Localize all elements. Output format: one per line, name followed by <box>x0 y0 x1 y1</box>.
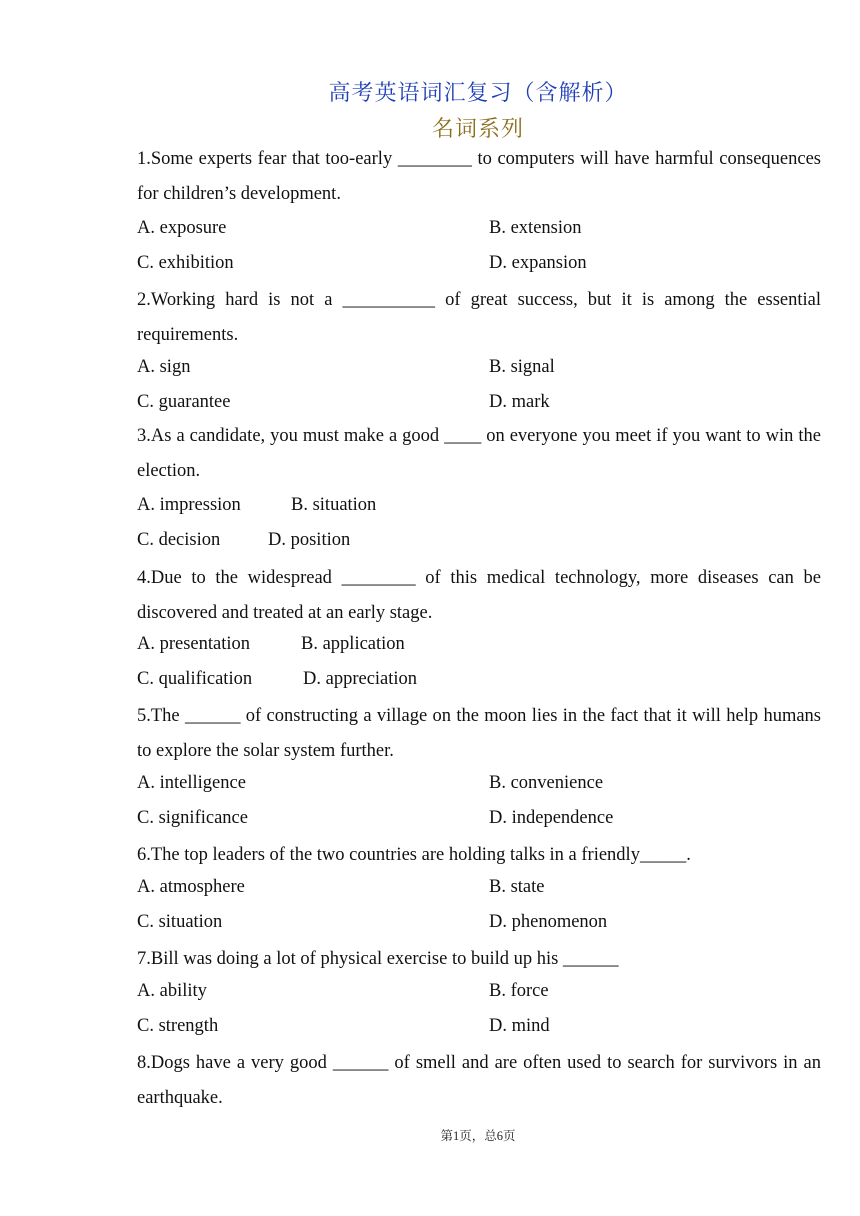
question-3-option-d: D. position <box>268 530 351 550</box>
question-1-option-d: D. expansion <box>489 253 587 273</box>
question-5-stem: 5.The ______ of constructing a village on the moon lies in the fact that it will help humans to explore the solar system further. <box>137 706 821 761</box>
question-6-stem: 6.The top leaders of the two countries are holding talks in a friendly_____. <box>137 845 691 865</box>
question-6-option-c: C. situation <box>137 912 223 932</box>
question-3-option-a: A. impression <box>137 495 241 515</box>
question-7-option-d: D. mind <box>489 1016 550 1036</box>
question-7-stem: 7.Bill was doing a lot of physical exercise to build up his ______ <box>137 949 619 969</box>
document-title: 高考英语词汇复习（含解析） <box>328 80 628 105</box>
question-1-option-b: B. extension <box>489 218 582 238</box>
question-1-option-c: C. exhibition <box>137 253 234 273</box>
question-6-option-a: A. atmosphere <box>137 877 245 897</box>
question-8-stem: 8.Dogs have a very good ______ of smell and are often used to search for survivors in an earthquake. <box>137 1053 821 1108</box>
question-4-option-d: D. appreciation <box>303 669 418 689</box>
question-2-option-d: D. mark <box>489 392 550 412</box>
question-2-option-b: B. signal <box>489 357 555 377</box>
question-5-option-b: B. convenience <box>489 773 604 793</box>
question-4-option-c: C. qualification <box>137 669 253 689</box>
question-5-option-d: D. independence <box>489 808 614 828</box>
question-7-option-c: C. strength <box>137 1016 219 1036</box>
document-subtitle: 名词系列 <box>431 116 524 141</box>
question-3-option-c: C. decision <box>137 530 221 550</box>
question-3-stem: 3.As a candidate, you must make a good ____ on everyone you meet if you want to win the election. <box>137 426 821 481</box>
question-4-stem: 4.Due to the widespread ________ of this medical technology, more diseases can be discovered and treated at an early stage. <box>137 568 821 623</box>
question-2-option-a: A. sign <box>137 357 191 377</box>
question-7-option-a: A. ability <box>137 981 207 1001</box>
question-6-option-d: D. phenomenon <box>489 912 608 932</box>
question-4-option-b: B. application <box>301 634 405 654</box>
page-footer: 第1页，总6页 <box>440 1129 516 1143</box>
question-6-option-b: B. state <box>489 877 545 897</box>
question-1-stem: 1.Some experts fear that too-early ________ to computers will have harmful consequences for children’s development. <box>137 149 821 204</box>
question-2-option-c: C. guarantee <box>137 392 231 412</box>
question-5-option-c: C. significance <box>137 808 248 828</box>
question-5-option-a: A. intelligence <box>137 773 246 793</box>
question-2-stem: 2.Working hard is not a __________ of great success, but it is among the essential requirements. <box>137 290 821 345</box>
question-7-option-b: B. force <box>489 981 549 1001</box>
question-3-option-b: B. situation <box>291 495 377 515</box>
question-4-option-a: A. presentation <box>137 634 251 654</box>
question-1-option-a: A. exposure <box>137 218 227 238</box>
